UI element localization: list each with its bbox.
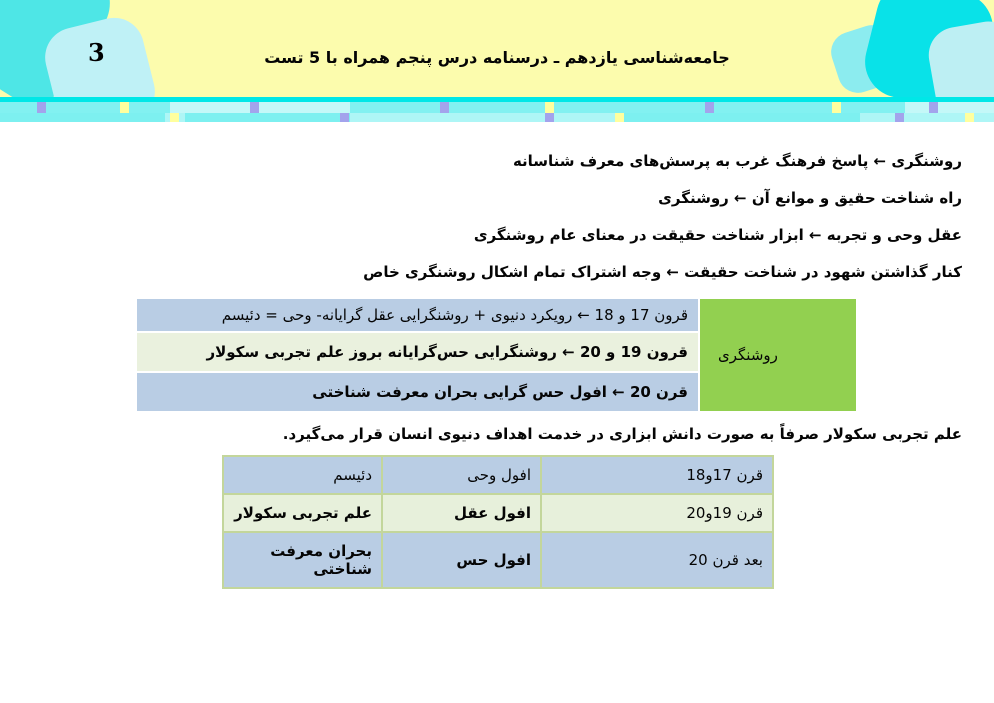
table-cell: قرن 20 ← افول حس گرایی بحران معرفت شناختی — [136, 372, 699, 412]
table-row — [223, 456, 773, 494]
table-cell: قرون 17 و 18 ← رویکرد دنیوی + روشنگرایی عقل گرایانه- وحی = دئیسم — [136, 298, 699, 332]
lesson-content — [0, 122, 994, 589]
enlightenment-periods-table — [135, 297, 858, 413]
table-cell-period: قرن 19و20 — [541, 494, 773, 532]
note-line: علم تجربی سکولار صرفاً به صورت دانش ابزاری در خدمت اهداف دنیوی انسان قرار می‌گیرد. — [282, 425, 962, 443]
table-cell: قرون 19 و 20 ← روشنگرایی حس‌گرایانه بروز علم تجربی سکولار — [136, 332, 699, 372]
decorative-segment — [905, 102, 994, 113]
decorative-tick — [250, 102, 259, 113]
decorative-tick — [340, 113, 349, 122]
epistemic-decline-table — [222, 455, 774, 589]
table-cell-decline: افول حس — [382, 532, 541, 588]
table-row — [136, 298, 857, 332]
table-merged-header-cell: روشنگری — [699, 298, 857, 412]
decorative-segment — [170, 102, 350, 113]
decorative-band-row — [0, 113, 994, 122]
table-cell-result: بحران معرفت شناختی — [223, 532, 382, 588]
summary-line: راه شناخت حقیق و موانع آن ← روشنگری — [658, 189, 962, 207]
table-cell-period: قرن 17و18 — [541, 456, 773, 494]
decorative-tick — [832, 102, 841, 113]
decorative-tick — [170, 113, 179, 122]
page-title: جامعه‌شناسی یازدهم ـ درسنامه درس پنجم همراه با 5 تست — [264, 48, 730, 67]
table-row — [223, 532, 773, 588]
page-number: 3 — [88, 38, 105, 67]
table-cell-result: دئیسم — [223, 456, 382, 494]
decorative-tick — [120, 102, 129, 113]
table-cell-period: بعد قرن 20 — [541, 532, 773, 588]
decorative-tick — [615, 113, 624, 122]
decorative-tick — [37, 102, 46, 113]
table-row — [223, 494, 773, 532]
decorative-band — [0, 97, 994, 122]
decorative-tick — [545, 113, 554, 122]
summary-line: کنار گذاشتن شهود در شناخت حقیقت ← وجه اشتراک تمام اشکال روشنگری خاص — [363, 263, 962, 281]
page-header — [0, 0, 994, 97]
decorative-tick — [440, 102, 449, 113]
table-cell-result: علم تجربی سکولار — [223, 494, 382, 532]
decorative-segment — [0, 113, 165, 122]
summary-line: روشنگری ← پاسخ فرهنگ غرب به پرسش‌های معرف شناسانه — [512, 152, 962, 170]
table-cell-decline: افول وحی — [382, 456, 541, 494]
decorative-band-row — [0, 102, 994, 113]
summary-line: عقل وحی و تجربه ← ابزار شناخت حقیقت در معنای عام روشنگری — [473, 226, 962, 244]
table-cell-decline: افول عقل — [382, 494, 541, 532]
decorative-tick — [705, 102, 714, 113]
decorative-segment — [620, 113, 860, 122]
decorative-segment — [185, 113, 350, 122]
decorative-tick — [895, 113, 904, 122]
decorative-tick — [929, 102, 938, 113]
decorative-tick — [965, 113, 974, 122]
decorative-tick — [545, 102, 554, 113]
